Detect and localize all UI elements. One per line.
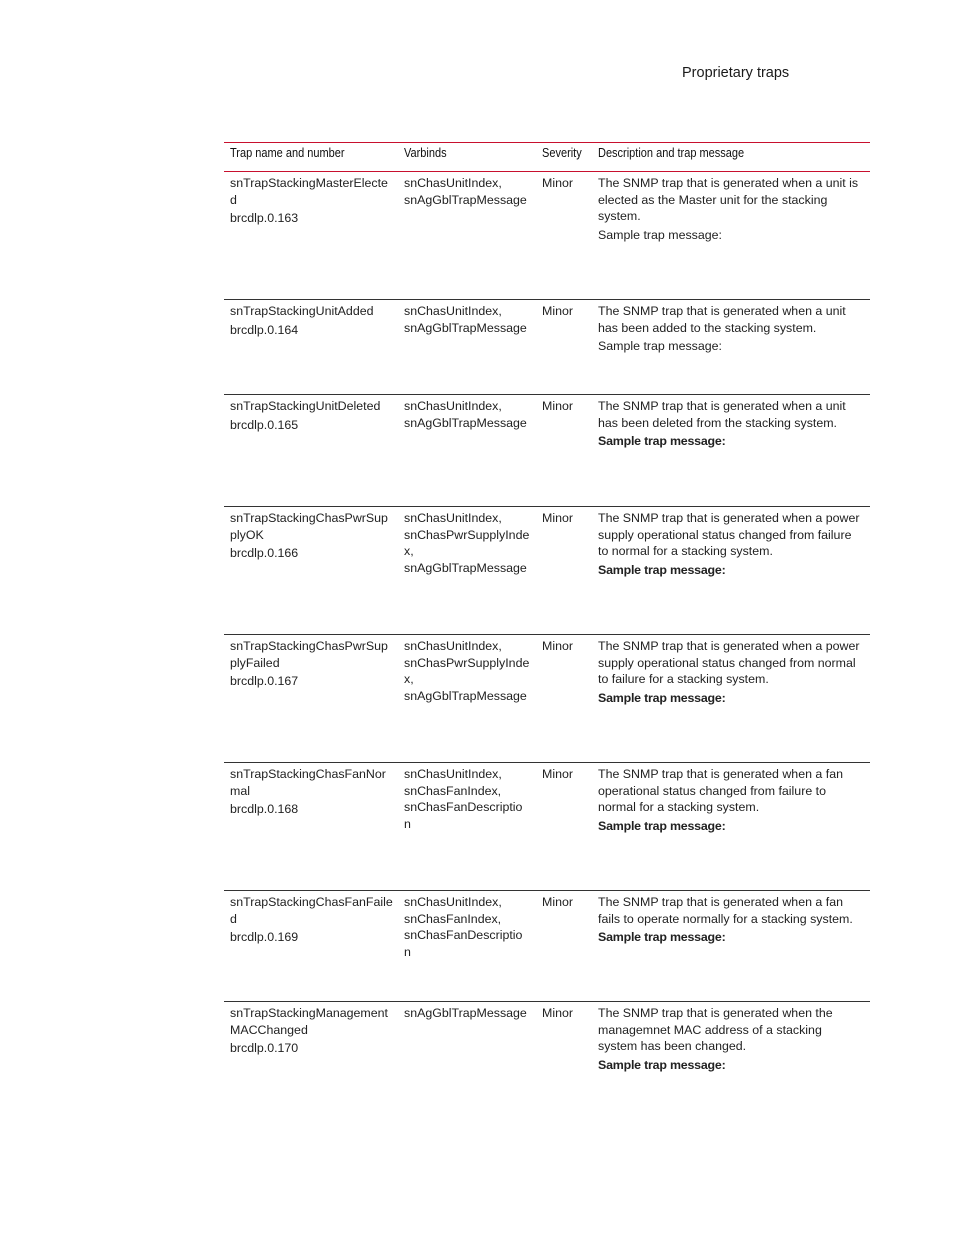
running-head: Proprietary traps xyxy=(682,65,790,81)
severity-cell xyxy=(542,1005,592,1022)
varbind-line: snChasUnitIndex, xyxy=(404,511,502,525)
trap-name-line: d xyxy=(230,192,237,207)
varbind-line: snAgGblTrapMessage xyxy=(404,688,527,703)
description-line: operational status changed from failure to xyxy=(598,783,826,798)
description-line: system. xyxy=(598,209,641,223)
trap-number: brcdlp.0.169 xyxy=(230,930,299,944)
varbind-line: snChasUnitIndex, xyxy=(404,399,502,413)
varbind-line: x, xyxy=(404,672,414,686)
varbind-line: snChasUnitIndex, xyxy=(404,304,502,318)
severity-value: Minor xyxy=(542,1006,573,1020)
header-trap-name: Trap name and number xyxy=(230,146,345,160)
severity-cell xyxy=(542,398,592,415)
trap-name-cell xyxy=(230,510,396,562)
trap-name-cell xyxy=(230,175,396,227)
trap-number: brcdlp.0.164 xyxy=(230,322,299,337)
varbinds-cell xyxy=(404,398,534,431)
table-row xyxy=(224,395,870,507)
trap-name-line: mal xyxy=(230,783,250,798)
trap-number: brcdlp.0.167 xyxy=(230,674,299,688)
sample-trap-message-label: Sample trap message: xyxy=(598,227,722,242)
trap-name-line: snTrapStackingManagement xyxy=(230,1006,388,1020)
description-cell xyxy=(598,766,866,834)
description-line: elected as the Master unit for the stacking xyxy=(598,192,828,207)
varbind-line: snChasFanDescriptio xyxy=(404,800,523,814)
description-cell xyxy=(598,175,866,243)
sample-trap-message-label: Sample trap message: xyxy=(598,339,722,353)
trap-name-cell xyxy=(230,1005,396,1057)
trap-number: brcdlp.0.163 xyxy=(230,211,299,225)
varbind-line: snChasFanIndex, xyxy=(404,783,502,798)
trap-name-line: plyFailed xyxy=(230,655,280,670)
varbind-line: snAgGblTrapMessage xyxy=(404,192,527,207)
description-line: has been added to the stacking system. xyxy=(598,320,817,335)
trap-name-cell xyxy=(230,766,396,818)
trap-name-line: plyOK xyxy=(230,527,264,542)
varbind-line: snChasPwrSupplyInde xyxy=(404,655,530,670)
sample-trap-message-label: Sample trap message: xyxy=(598,690,726,705)
trap-name-cell xyxy=(230,398,396,433)
severity-value: Minor xyxy=(542,399,573,413)
varbinds-cell xyxy=(404,1005,534,1022)
description-line: supply operational status changed from failure xyxy=(598,527,852,542)
severity-cell xyxy=(542,175,592,192)
table-row xyxy=(224,891,870,1002)
varbind-line: snAgGblTrapMessage xyxy=(404,560,527,575)
varbind-line: snChasFanIndex, xyxy=(404,911,502,926)
trap-number: brcdlp.0.165 xyxy=(230,417,299,432)
description-line: The SNMP trap that is generated when the xyxy=(598,1006,833,1020)
trap-name-cell xyxy=(230,894,396,946)
description-line: managemnet MAC address of a stacking xyxy=(598,1022,822,1037)
severity-value: Minor xyxy=(542,767,573,781)
trap-name-line: snTrapStackingMasterElecte xyxy=(230,176,388,190)
trap-number: brcdlp.0.170 xyxy=(230,1041,299,1055)
severity-value: Minor xyxy=(542,895,573,909)
description-line: to normal for a stacking system. xyxy=(598,544,773,558)
severity-cell xyxy=(542,303,592,320)
severity-cell xyxy=(542,510,592,527)
trap-name-line: snTrapStackingChasFanNor xyxy=(230,767,386,781)
trap-name-line: d xyxy=(230,911,237,926)
trap-name-line: snTrapStackingChasPwrSup xyxy=(230,639,388,653)
description-line: The SNMP trap that is generated when a power xyxy=(598,511,860,525)
header-severity: Severity xyxy=(542,146,582,160)
description-cell xyxy=(598,398,866,450)
table-row xyxy=(224,635,870,763)
table-row xyxy=(224,507,870,635)
varbind-line: snAgGblTrapMessage xyxy=(404,320,527,335)
description-line: fails to operate normally for a stacking system. xyxy=(598,911,853,926)
varbinds-cell xyxy=(404,894,534,960)
varbinds-cell xyxy=(404,510,534,576)
trap-name-cell xyxy=(230,638,396,690)
varbind-line: snChasFanDescriptio xyxy=(404,928,523,942)
varbinds-cell xyxy=(404,303,534,336)
description-line: The SNMP trap that is generated when a unit xyxy=(598,399,846,413)
trap-table xyxy=(224,142,870,1102)
description-line: The SNMP trap that is generated when a fan xyxy=(598,895,843,909)
varbind-line: snChasUnitIndex, xyxy=(404,767,502,781)
severity-cell xyxy=(542,894,592,911)
severity-cell xyxy=(542,638,592,655)
severity-value: Minor xyxy=(542,511,573,525)
trap-number: brcdlp.0.168 xyxy=(230,802,299,816)
table-row xyxy=(224,1002,870,1102)
header-description: Description and trap message xyxy=(598,146,745,160)
varbind-line: snChasUnitIndex, xyxy=(404,639,502,653)
severity-value: Minor xyxy=(542,639,573,653)
varbind-line: x, xyxy=(404,544,414,558)
description-line: The SNMP trap that is generated when a unit is xyxy=(598,176,859,190)
description-line: has been deleted from the stacking system. xyxy=(598,415,837,430)
varbinds-cell xyxy=(404,638,534,704)
sample-trap-message-label: Sample trap message: xyxy=(598,930,726,944)
varbind-line: snChasUnitIndex, xyxy=(404,176,502,190)
description-cell xyxy=(598,638,866,706)
sample-trap-message-label: Sample trap message: xyxy=(598,562,726,577)
varbind-line: snAgGblTrapMessage xyxy=(404,415,527,430)
varbinds-cell xyxy=(404,766,534,832)
sample-trap-message-label: Sample trap message: xyxy=(598,818,726,833)
severity-cell xyxy=(542,766,592,783)
trap-name-line: snTrapStackingChasPwrSup xyxy=(230,511,388,525)
table-row xyxy=(224,172,870,300)
varbind-line: snChasPwrSupplyInde xyxy=(404,527,530,542)
description-line: The SNMP trap that is generated when a unit xyxy=(598,304,846,318)
severity-value: Minor xyxy=(542,176,573,190)
varbinds-cell xyxy=(404,175,534,208)
description-line: system has been changed. xyxy=(598,1039,747,1053)
varbind-line: snAgGblTrapMessage xyxy=(404,1006,527,1020)
varbind-line: n xyxy=(404,944,411,959)
table-row xyxy=(224,300,870,395)
description-line: supply operational status changed from normal xyxy=(598,655,856,670)
sample-trap-message-label: Sample trap message: xyxy=(598,434,726,448)
trap-name-line: snTrapStackingChasFanFaile xyxy=(230,895,393,909)
varbind-line: snChasUnitIndex, xyxy=(404,895,502,909)
description-cell xyxy=(598,1005,866,1073)
trap-number: brcdlp.0.166 xyxy=(230,546,299,560)
description-line: The SNMP trap that is generated when a power xyxy=(598,639,860,653)
severity-value: Minor xyxy=(542,304,573,318)
trap-name-cell xyxy=(230,303,396,338)
header-varbinds: Varbinds xyxy=(404,146,447,160)
trap-name-line: snTrapStackingUnitAdded xyxy=(230,304,374,318)
trap-name-line: snTrapStackingUnitDeleted xyxy=(230,399,381,413)
varbind-line: n xyxy=(404,816,411,831)
table-header xyxy=(224,142,870,172)
description-cell xyxy=(598,894,866,946)
table-row xyxy=(224,763,870,891)
description-line: The SNMP trap that is generated when a fan xyxy=(598,767,843,781)
description-line: to failure for a stacking system. xyxy=(598,672,769,686)
description-cell xyxy=(598,303,866,355)
sample-trap-message-label: Sample trap message: xyxy=(598,1057,726,1072)
description-cell xyxy=(598,510,866,578)
trap-name-line: MACChanged xyxy=(230,1022,308,1037)
description-line: normal for a stacking system. xyxy=(598,800,760,814)
table-body xyxy=(224,172,870,1102)
